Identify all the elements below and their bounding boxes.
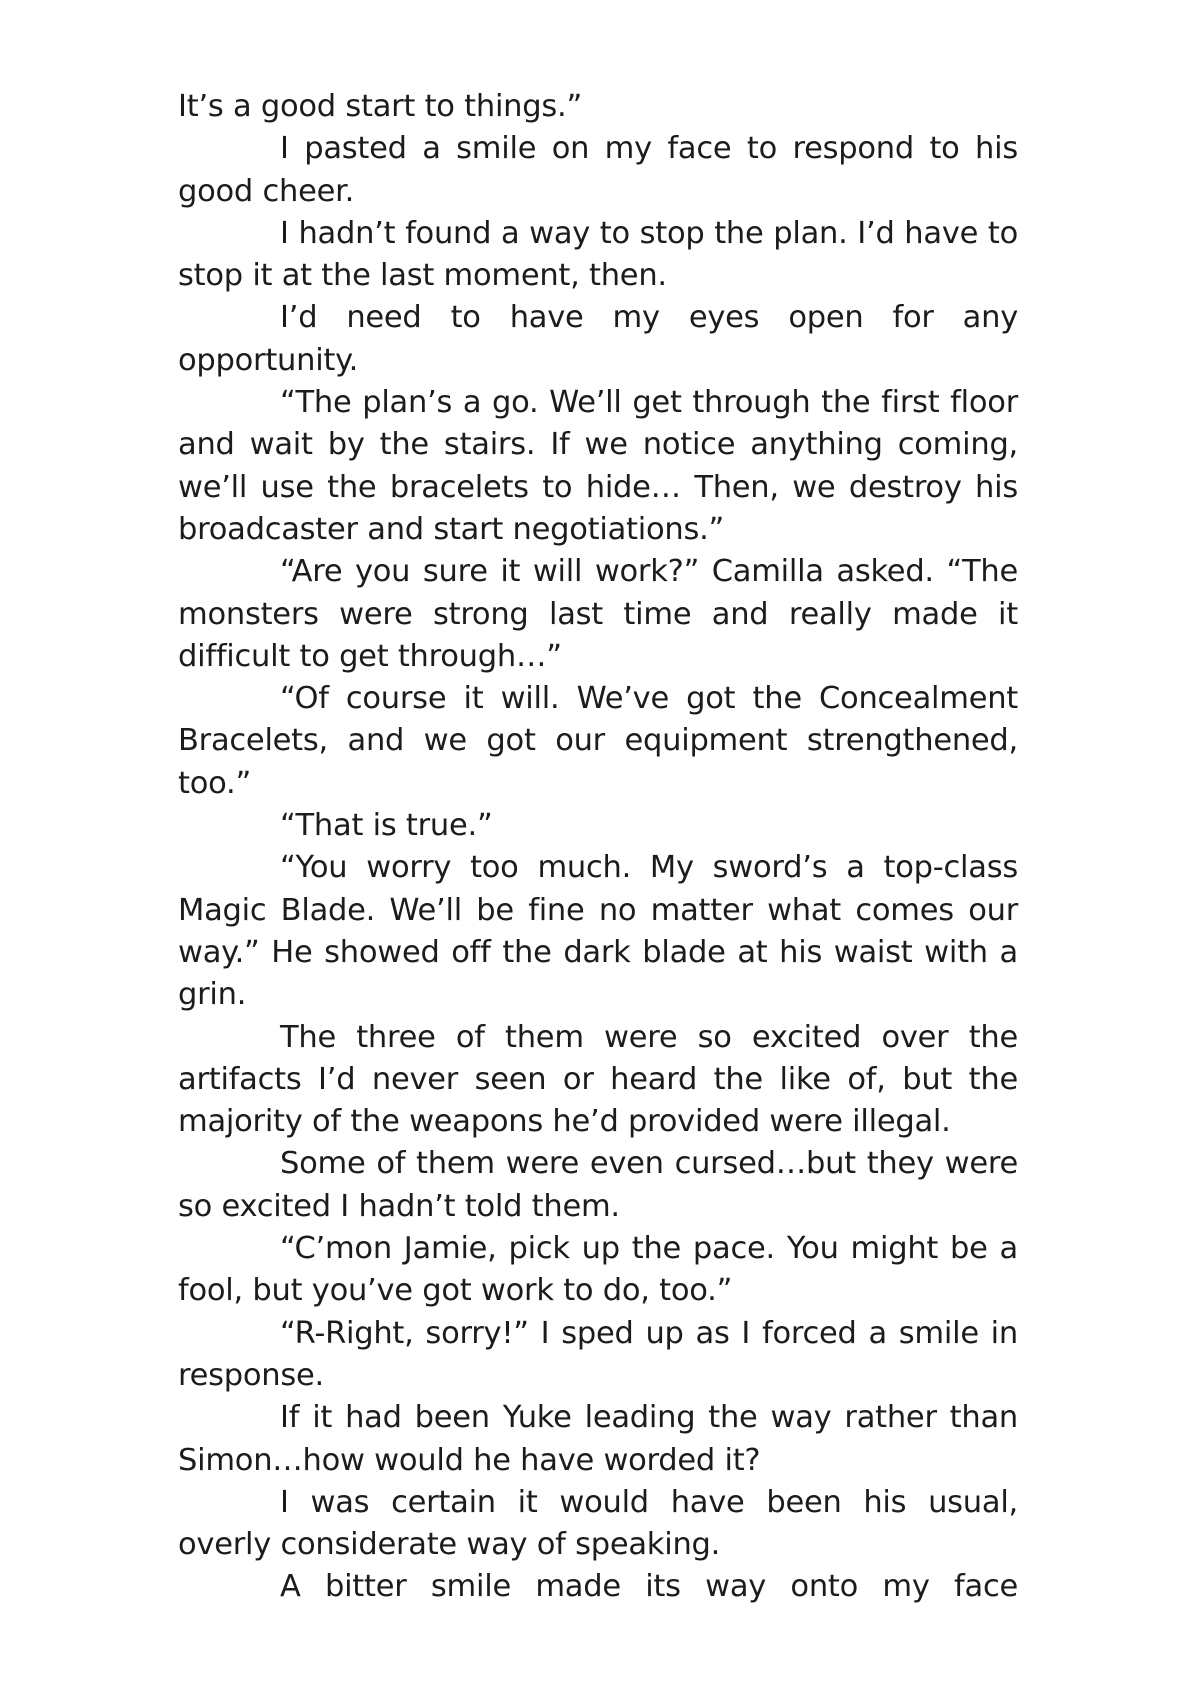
paragraph-3: I hadn’t found a way to stop the plan. I’d have to stop it at the last moment, then. [178,215,1018,294]
paragraph-7: “Of course it will. We’ve got the Concealment Bracelets, and we got our equipment strengthened, too.” [178,681,1018,801]
paragraph-4: I’d need to have my eyes open for any opportunity. [178,300,1018,378]
paragraph-14: If it had been Yuke leading the way rather than Simon…how would he have worded it? [178,1400,1018,1478]
book-page-text [178,86,1018,1609]
paragraph-8: “That is true.” [280,808,493,844]
paragraph-2: I pasted a smile on my face to respond to his good cheer. [178,131,1018,209]
paragraph-5: “The plan’s a go. We’ll get through the first floor and wait by the stairs. If we notice anything coming, we’ll use the bracelets to hide… Then, we destroy his broadcaster and start negotiations.” [178,385,1018,547]
paragraph-12: “C’mon Jamie, pick up the pace. You might be a fool, but you’ve got work to do, too.” [178,1231,1018,1309]
paragraph-16: A bitter smile made its way onto my face [280,1569,1018,1605]
paragraph-9: “You worry too much. My sword’s a top-class Magic Blade. We’ll be fine no matter what comes our way.” He showed off the dark blade at his waist with a grin. [178,850,1018,1013]
paragraph-13: “R-Right, sorry!” I sped up as I forced a smile in response. [178,1315,1018,1393]
paragraph-6: “Are you sure it will work?” Camilla asked. “The monsters were strong last time and really made it difficult to get through…” [178,554,1018,674]
paragraph-15: I was certain it would have been his usual, overly considerate way of speaking. [178,1484,1018,1563]
paragraph-11: Some of them were even cursed…but they were so excited I hadn’t told them. [178,1146,1018,1224]
paragraph-1: It’s a good start to things.” [178,89,582,124]
paragraph-10: The three of them were so excited over the artifacts I’d never seen or heard the like of, but the majority of the weapons he’d provided were illegal. [178,1019,1018,1140]
